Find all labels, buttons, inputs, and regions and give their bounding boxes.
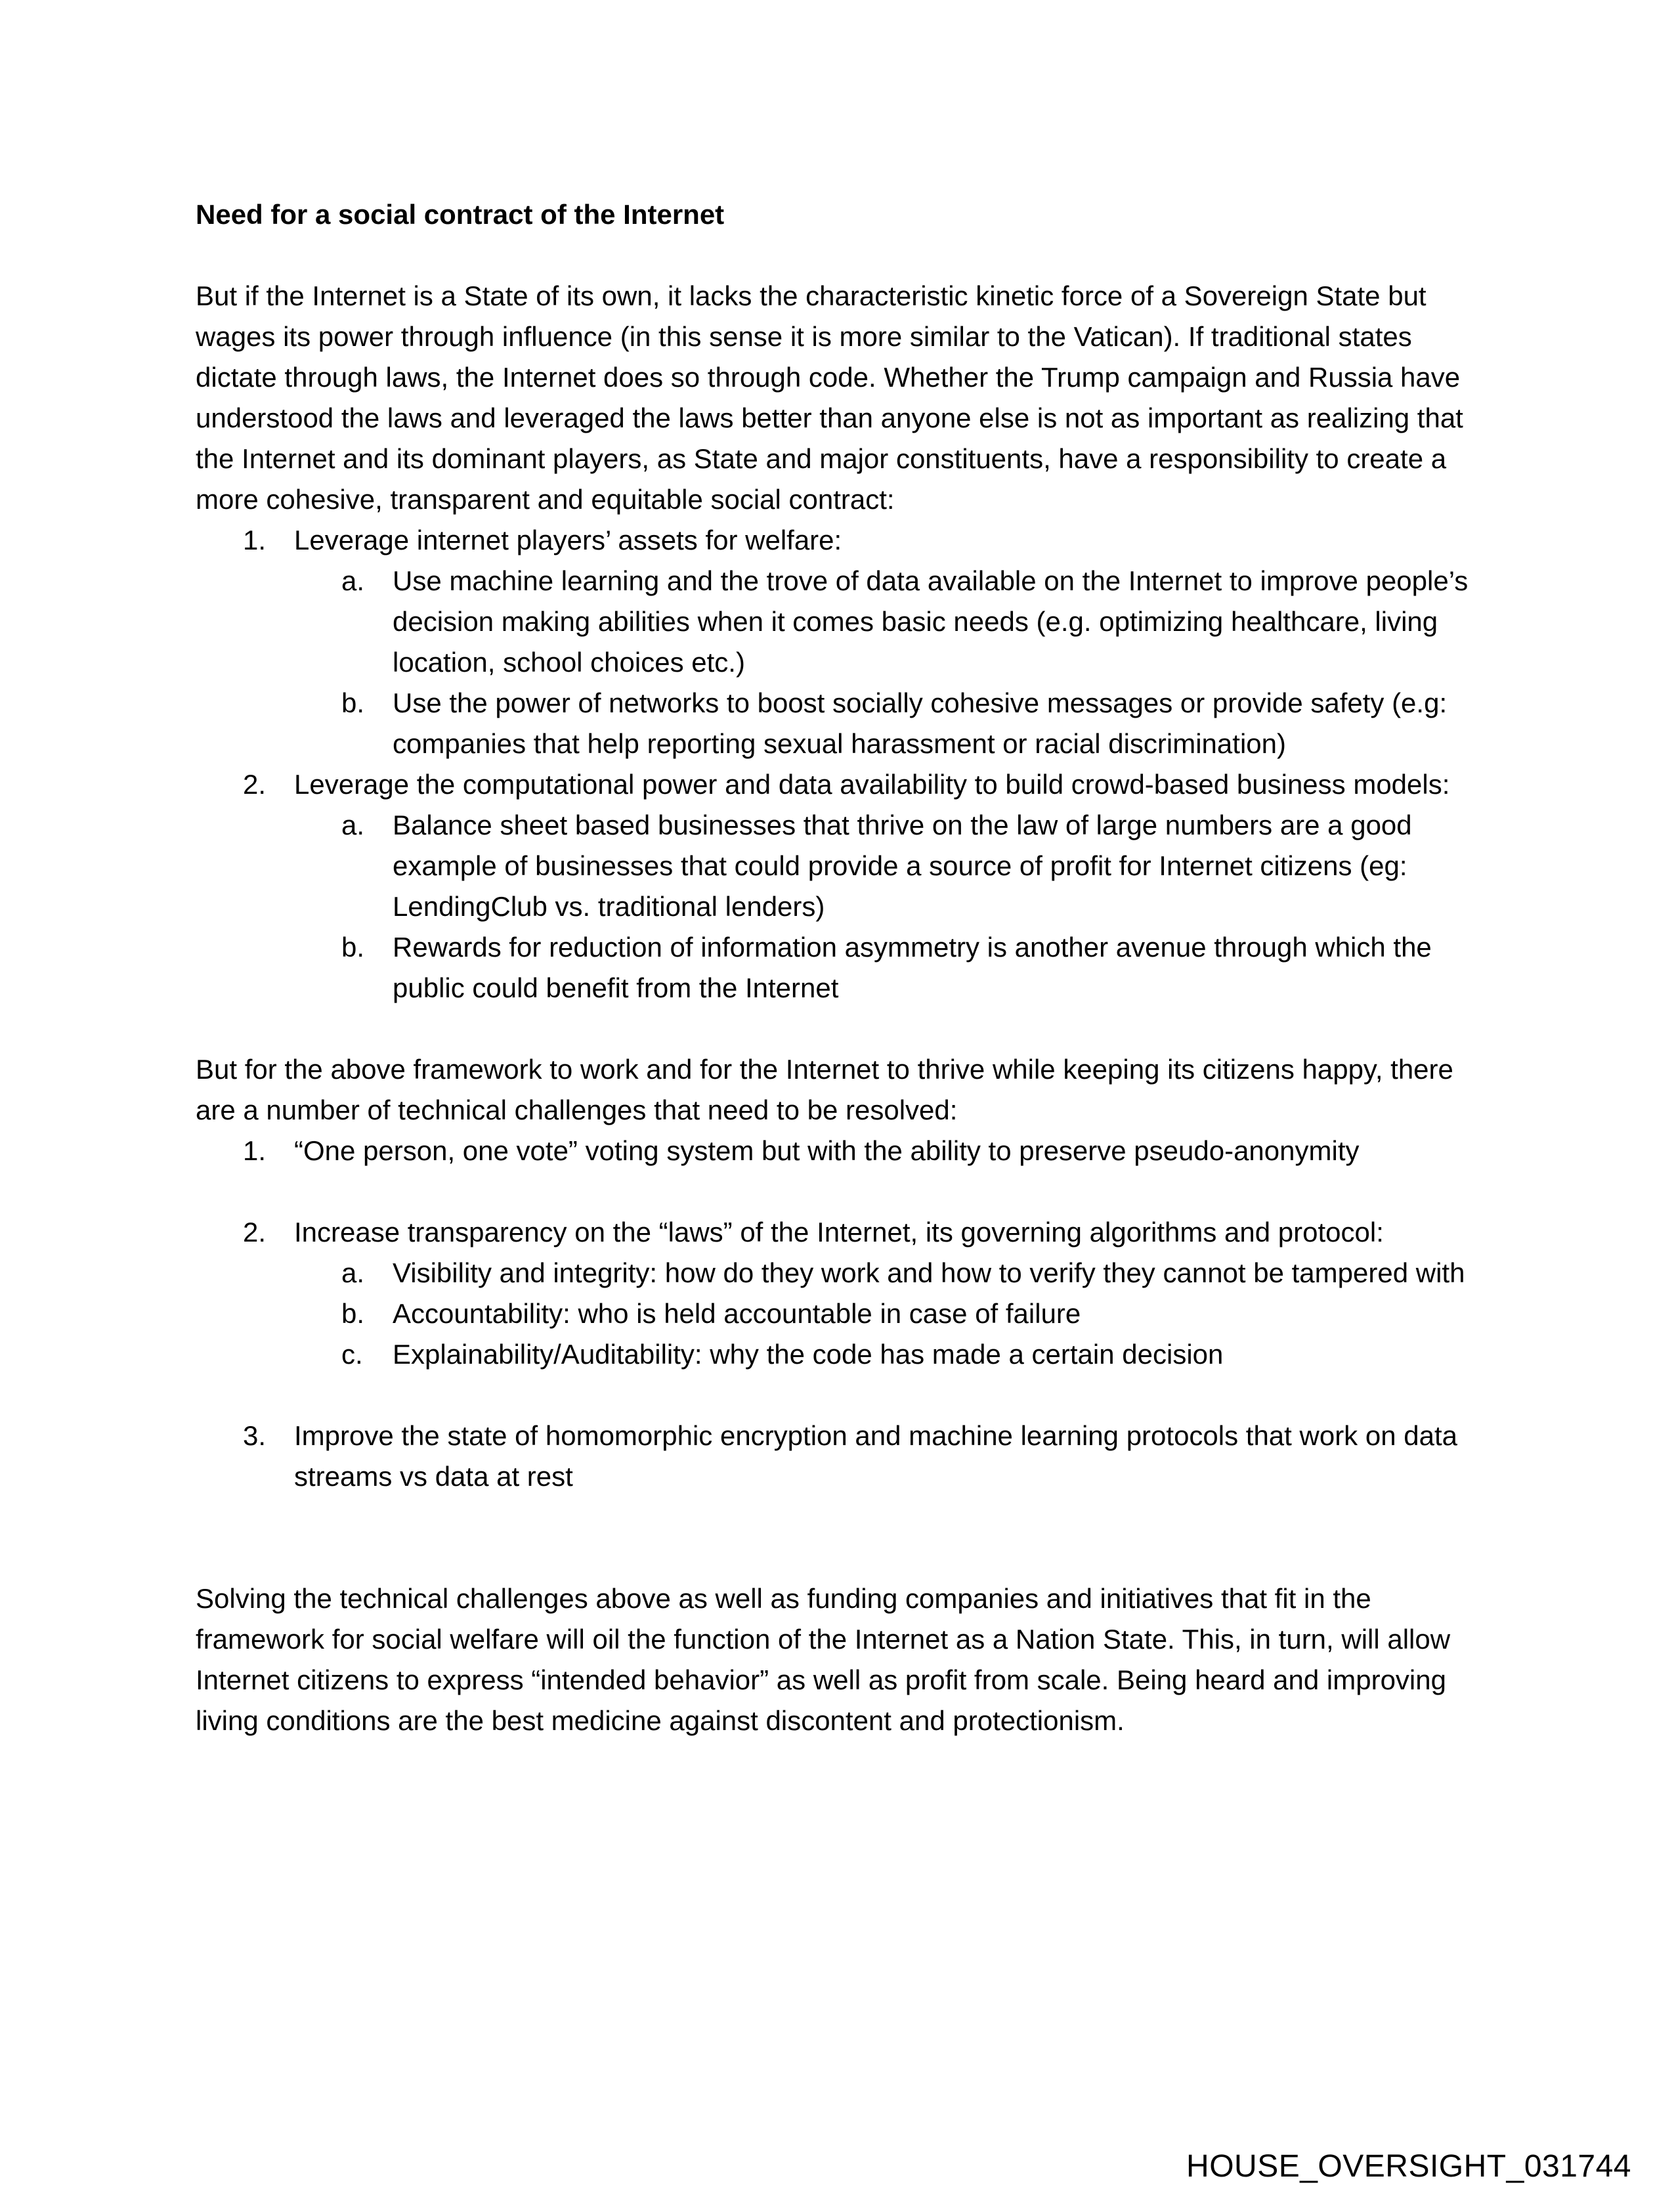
section-heading: Need for a social contract of the Internet [196,199,725,230]
sublist-marker: c. [341,1339,363,1370]
technical-challenges-list [196,1131,1482,1497]
spacer [196,1375,1482,1416]
sublist-item [294,1293,1482,1334]
list-item-text: Increase transparency on the “laws” of the Internet, its governing algorithms and protocol: [294,1217,1384,1247]
list-item-text: Leverage internet players’ assets for welfare: [294,525,842,555]
sublist-item [294,927,1482,1008]
sublist-item [294,1253,1482,1293]
conclusion-paragraph: Solving the technical challenges above as well as funding companies and initiatives that fit in the framework for social welfare will oil the function of the Internet as a Nation State. This, in turn, will allow Internet citizens to express “intended behavior” as well as profit from scale. Being heard and improving living conditions are the best medicine against discontent and protectionism. [196,1583,1451,1736]
sublist-marker: b. [341,687,365,718]
sublist-item [294,561,1482,683]
sublist-item [294,805,1482,927]
list-marker: 3. [243,1420,267,1451]
list-item [196,1131,1482,1171]
intro-paragraph: But if the Internet is a State of its own, it lacks the characteristic kinetic force of a Sovereign State but wages its power through influence (in this sense it is more similar to the Vatican). If traditional states dictate through laws, the Internet does so through code. Whether the Trump campaign and Russia have understood the laws and leveraged the laws better than anyone else is not as important as realizing that the Internet and its dominant players, as State and major constituents, have a responsibility to create a more cohesive, transparent and equitable social contract: [196,280,1463,515]
sublist-item-text: Visibility and integrity: how do they work and how to verify they cannot be tampered with [393,1257,1465,1288]
sublist-item [294,1334,1482,1375]
document-page [196,194,1482,1741]
spacer [196,1171,1482,1212]
sublist-item-text: Use machine learning and the trove of data available on the Internet to improve people’s decision making abilities when it comes basic needs (e.g. optimizing healthcare, living location, school choices etc.) [393,565,1469,678]
sublist-item-text: Explainability/Auditability: why the code has made a certain decision [393,1339,1224,1370]
list-item-text: Improve the state of homomorphic encryption and machine learning protocols that work on data streams vs data at rest [294,1420,1457,1492]
list-item-text: Leverage the computational power and data availability to build crowd-based business models: [294,769,1450,800]
spacer [196,1008,1482,1049]
list-item [196,764,1482,1008]
list-marker: 2. [243,1217,267,1247]
list-item [196,520,1482,764]
social-contract-list [196,520,1482,1008]
sublist [294,805,1482,1008]
sublist [294,561,1482,764]
sublist-marker: b. [341,932,365,963]
challenges-intro-paragraph: But for the above framework to work and for the Internet to thrive while keeping its citizens happy, there are a number of technical challenges that need to be resolved: [196,1054,1453,1125]
sublist-marker: a. [341,1257,365,1288]
list-marker: 2. [243,769,267,800]
sublist-item-text: Rewards for reduction of information asymmetry is another avenue through which the public could benefit from the Internet [393,932,1432,1003]
list-marker: 1. [243,1135,267,1166]
sublist-item-text: Balance sheet based businesses that thrive on the law of large numbers are a good example of businesses that could provide a source of profit for Internet citizens (eg: LendingClub vs. traditional lenders) [393,810,1412,922]
sublist [294,1253,1482,1375]
list-item [196,1416,1482,1497]
sublist-item-text: Accountability: who is held accountable in case of failure [393,1298,1081,1329]
list-item [196,1212,1482,1375]
sublist-marker: a. [341,565,365,596]
sublist-item-text: Use the power of networks to boost socially cohesive messages or provide safety (e.g: companies that help reporting sexual harassment or racial discrimination) [393,687,1448,759]
document-id-stamp: HOUSE_OVERSIGHT_031744 [1186,2149,1631,2184]
sublist-marker: b. [341,1298,365,1329]
list-item-text: “One person, one vote” voting system but with the ability to preserve pseudo-anonymity [294,1135,1360,1166]
spacer [196,1497,1482,1578]
list-marker: 1. [243,525,267,555]
sublist-marker: a. [341,810,365,840]
sublist-item [294,683,1482,764]
